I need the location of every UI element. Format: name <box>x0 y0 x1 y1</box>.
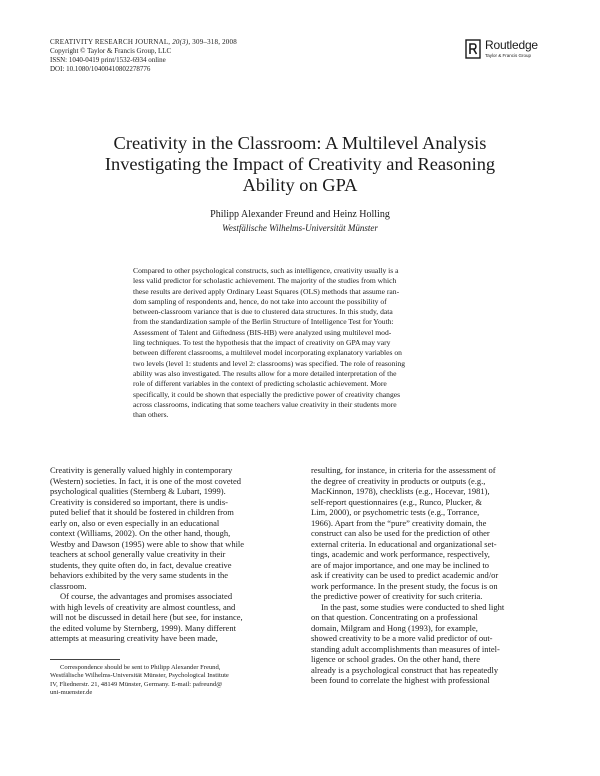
body-line: context (Williams, 2002). On the other hand, though, <box>50 528 231 538</box>
body-line: external criteria. In educational and organizational set- <box>311 538 497 549</box>
body-line: 1966). Apart from the “pure” creativity domain, the <box>311 517 487 528</box>
issn-line: ISSN: 1040-0419 print/1532-6934 online <box>50 56 166 64</box>
article-title <box>60 133 540 196</box>
body-line: Westby and Dawson (1995) were able to show that while <box>50 538 245 549</box>
abstract-line: two levels (level 1: students and level 2: classrooms) was specified. The role of reasoning <box>133 358 406 368</box>
body-line: (Western) societies. In fact, it is one of the most coveted <box>50 475 241 486</box>
abstract-line: than others. <box>133 410 169 420</box>
journal-citation <box>50 38 350 47</box>
footnote-line: IV, Fliednerstr. 21, 48149 Münster, Germany. E-mail: pafreund@ <box>50 680 223 688</box>
body-line: MacKinnon, 1978), checklists (e.g., Hocevar, 1981), <box>311 486 490 496</box>
abstract-line: ling techniques. To test the hypothesis that the impact of creativity on GPA may vary <box>133 338 391 348</box>
abstract-line: ability was also investigated. The results allow for a more detailed interpretation of the <box>133 368 397 378</box>
abstract-line: Compared to other psychological constructs, such as intelligence, creativity usually is a <box>133 266 399 275</box>
body-line: Lim, 2000), or psychometric tests (e.g., Torrance, <box>311 507 480 517</box>
abstract-line: specifically, it could be shown that especially the predictive power of creativity changes <box>133 389 401 399</box>
body-line: ligence or school grades. On the other hand, there <box>311 654 480 664</box>
body-line: been found to correlate the highest with professional <box>311 675 490 685</box>
body-line: In the past, some studies were conducted to shed light <box>321 601 505 612</box>
abstract-line: less valid predictor for scholastic achievement. The majority of the studies from which <box>133 276 397 286</box>
author-names: Philipp Alexander Freund and Heinz Holling <box>210 209 390 220</box>
abstract-line: these results are derived apply Ordinary Least Squares (OLS) methods that assume ran- <box>133 286 400 296</box>
body-line: the degree of creativity in products or outputs (e.g., <box>311 475 486 486</box>
abstract-line: role of different variables in the context of predicting scholastic achievement. More <box>133 379 387 389</box>
doi-line: DOI: 10.1080/10400410802278776 <box>50 65 151 73</box>
body-line: with high levels of creativity are almost countless, and <box>50 601 236 612</box>
body-line: students, they quite often do, in fact, devalue creative <box>50 559 232 570</box>
title-line: Investigating the Impact of Creativity and Reasoning <box>104 154 496 174</box>
body-line: the edited volume by Sternberg, 1999). Many different <box>50 622 236 633</box>
abstract-line: from the standardization sample of the Berlin Structure of Intelligence Test for Youth: <box>133 317 394 327</box>
correspondence-footnote <box>50 664 290 698</box>
body-column-right <box>311 465 551 686</box>
body-line: teachers at school generally value creativity in their <box>50 549 226 559</box>
body-line: on that question. Concentrating on a professional <box>311 612 478 622</box>
body-line: Creativity is generally valued highly in contemporary <box>50 465 233 475</box>
footnote-line: Correspondence should be sent to Philipp Alexander Freund, <box>60 664 221 671</box>
body-line: Of course, the advantages and promises associated <box>60 591 233 601</box>
copyright-line: Copyright © Taylor & Francis Group, LLC <box>50 47 172 55</box>
body-line: the predictive power of creativity for such criteria. <box>311 591 483 601</box>
body-line: behaviors exhibited by the very same students in the <box>50 570 228 580</box>
body-line: will not be discussed in detail here (but see, for instance, <box>50 612 243 622</box>
body-column-left <box>50 465 290 644</box>
footnote-line: uni-muenster.de <box>50 689 93 697</box>
title-line: Creativity in the Classroom: A Multilevel Analysis <box>113 133 487 153</box>
footnote-line: Westfälische Wilhelms-Universität Münster, Psychological Institute <box>50 672 229 680</box>
title-line: Ability on GPA <box>242 175 358 195</box>
body-line: are of major importance, and one may be inclined to <box>311 559 489 570</box>
body-line: Creativity is considered so important, there is undis- <box>50 496 228 507</box>
publisher-name: Routledge <box>485 38 538 52</box>
body-line: attempts at measuring creativity have been made, <box>50 633 218 643</box>
abstract-line: across classrooms, indicating that some teachers value creativity in their students more <box>133 399 397 409</box>
abstract-line: between-classroom variance that is due to clustered data structures. In this study, data <box>133 307 393 317</box>
body-line: domain, Milgram and Hong (1993), for example, <box>311 622 478 633</box>
body-line: already is a psychological construct that has repeatedly <box>311 664 499 675</box>
body-line: ask if creativity can be used to predict academic and/or <box>311 570 499 580</box>
body-line: tings, academic and work performance, respectively, <box>311 549 490 559</box>
author-affiliation: Westfälische Wilhelms-Universität Münster <box>222 223 378 233</box>
publisher-tagline: Taylor & Francis Group <box>485 53 532 58</box>
body-line: classroom. <box>50 580 87 591</box>
body-line: self-report questionnaires (e.g., Runco, Plucker, & <box>311 496 483 507</box>
body-line: puted belief that it should be fostered in children from <box>50 507 234 517</box>
body-line: standing adult accomplishments than measures of intel- <box>311 643 500 654</box>
abstract <box>133 266 467 420</box>
body-line: psychological qualities (Sternberg & Lubart, 1999). <box>50 486 226 496</box>
abstract-line: Assessment of Talent and Giftedness (BIS-HB) were analyzed using multilevel mod- <box>133 327 392 337</box>
body-line: early on, also or even especially in an educational <box>50 517 220 528</box>
footnote-divider <box>50 659 120 660</box>
routledge-mark-icon <box>465 39 481 59</box>
journal-volume: 20(3), <box>172 38 191 46</box>
journal-pages: 309–318, 2008 <box>192 38 237 46</box>
body-line: construct can also be used for the prediction of other <box>311 528 490 538</box>
abstract-line: between different classrooms, a multilevel model incorporating explanatory variables on <box>133 348 402 358</box>
journal-header <box>50 38 350 74</box>
body-line: resulting, for instance, in criteria for the assessment of <box>311 465 496 475</box>
publisher-logo <box>465 38 575 62</box>
body-line: showed creativity to be a more valid predictor of out- <box>311 633 493 643</box>
body-line: work performance. In the present study, the focus is on <box>311 580 498 591</box>
abstract-line: dom sampling of respondents and, hence, do not take into account the possibility of <box>133 296 387 306</box>
journal-name: CREATIVITY RESEARCH JOURNAL, <box>50 38 171 46</box>
